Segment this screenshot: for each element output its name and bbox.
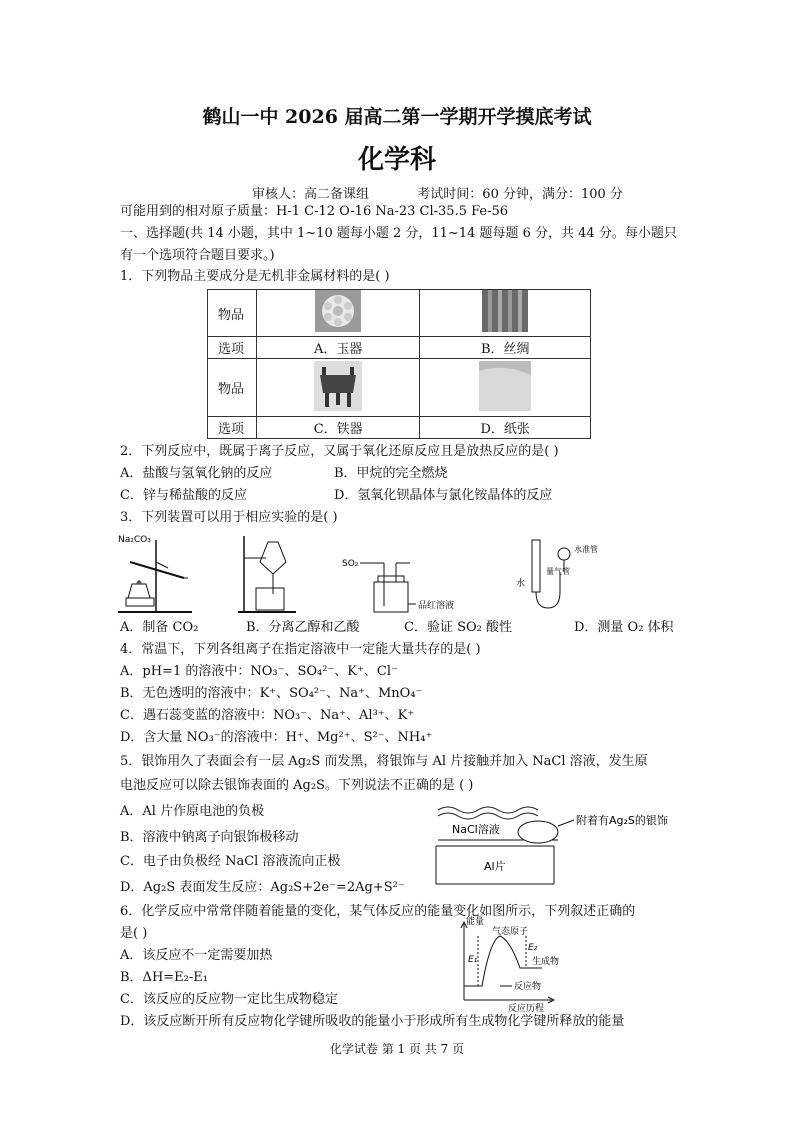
q5-option-b: B．溶液中钠离子向银饰极移动 <box>120 830 299 845</box>
page-footer: 化学试卷 第 1 页 共 7 页 <box>329 1042 465 1056</box>
label-pinhong: 品红溶液 <box>418 601 455 611</box>
q4-c-ions: NO₃⁻、Na⁺、Al³⁺、K⁺ <box>272 708 415 723</box>
apparatus-b <box>238 536 296 612</box>
exam-time: 考试时间：60 分钟，满分：100 分 <box>417 187 623 202</box>
fig-energy-label: 能量 <box>466 917 485 927</box>
q4-b-prefix: B．无色透明的溶液中： <box>120 686 260 701</box>
q4-option-a <box>120 664 398 680</box>
q4-option-d <box>120 730 432 746</box>
fig-gas-atoms-label: 气态原子 <box>492 927 529 937</box>
q5-option-a: A．Al 片作原电池的负极 <box>120 804 265 819</box>
q5-option-c: C．电子由负极经 NaCl 溶液流向正极 <box>120 854 341 869</box>
atomic-masses: 可能用到的相对原子质量：H-1 C-12 O-16 Na-23 Cl-35.5 Fe-56 <box>120 204 509 219</box>
q1-table <box>207 289 591 439</box>
q1-stem: 1．下列物品主要成分是无机非金属材料的是( ) <box>120 269 390 284</box>
q4-a-ions: NO₃⁻、SO₄²⁻、K⁺、Cl⁻ <box>250 664 398 679</box>
q6-option-d: D．该反应断开所有反应物化学键所吸收的能量小于形成所有生成物化学键所释放的能量 <box>120 1014 625 1029</box>
paper-image <box>479 361 531 411</box>
apparatus-a <box>118 535 192 612</box>
iron-vessel-image <box>314 361 362 411</box>
q5-cell-figure <box>434 800 684 890</box>
fig-al-label: Al片 <box>484 860 506 873</box>
exam-meta <box>252 183 623 202</box>
q1-item-label-2: 物品 <box>208 359 257 417</box>
reviewer: 审核人：高二备课组 <box>252 187 370 202</box>
q1-option-a: A．玉器 <box>257 337 420 359</box>
fig-silver-label: 附着有Ag₂S的银饰 <box>576 814 668 827</box>
label-na2co3: Na₂CO₃ <box>118 535 151 545</box>
q4-d-ions: H⁺、Mg²⁺、S²⁻、NH₄⁺ <box>285 730 433 745</box>
section-intro-2: 有一个选项符合题目要求。) <box>120 248 275 263</box>
fig-e1-label: E₁ <box>468 955 478 965</box>
q2-option-a: A．盐酸与氢氧化钠的反应 <box>120 466 273 481</box>
q4-option-b <box>120 686 422 702</box>
fig-e2-label: E₂ <box>528 943 538 953</box>
apparatus-c <box>342 559 454 612</box>
q2-option-c: C．锌与稀盐酸的反应 <box>120 488 247 503</box>
silk-image <box>482 290 528 332</box>
q6-option-a: A．该反应不一定需要加热 <box>120 948 273 963</box>
label-water: 水 <box>516 579 526 589</box>
q1-option-d: D．纸张 <box>420 417 591 439</box>
q6-stem-1: 6．化学反应中常常伴随着能量的变化，某气体反应的能量变化如图所示，下列叙述正确的 <box>120 904 636 919</box>
section-intro-1: 一、选择题(共 14 小题，其中 1~10 题每小题 2 分，11~14 题每题 6 分，共 44 分。每小题只 <box>120 226 677 241</box>
q1-item-label: 物品 <box>208 290 257 337</box>
fig-reactants-label: 反应物 <box>514 982 542 992</box>
q1-option-c: C．铁器 <box>257 417 420 439</box>
q2-option-b: B．甲烷的完全燃烧 <box>334 466 448 481</box>
q1-image-iron-cell <box>257 359 420 417</box>
q1-option-b: B．丝绸 <box>420 337 591 359</box>
q4-c-prefix: C．遇石蕊变蓝的溶液中： <box>120 708 273 723</box>
q4-option-c <box>120 708 414 724</box>
q4-stem: 4．常温下，下列各组离子在指定溶液中一定能大量共存的是( ) <box>120 642 481 657</box>
q5-stem-2: 电池反应可以除去银饰表面的 Ag₂S。下列说法不正确的是 ( ) <box>120 778 474 793</box>
q1-option-label: 选项 <box>208 337 257 359</box>
label-shuizhun: 水准管 <box>574 545 598 554</box>
jade-image <box>315 290 361 332</box>
q3-option-a: A．制备 CO₂ <box>120 620 199 635</box>
q5-stem-1: 5．银饰用久了表面会有一层 Ag₂S 而发黑，将银饰与 Al 片接触并加入 NaCl 溶液，发生原 <box>120 754 648 769</box>
q3-stem: 3．下列装置可以用于相应实验的是( ) <box>120 510 338 525</box>
q1-image-jade-cell <box>257 290 420 337</box>
q4-a-prefix: A．pH=1 的溶液中： <box>120 664 251 679</box>
q6-option-c: C．该反应的反应物一定比生成物稳定 <box>120 992 338 1007</box>
label-lianggi: 量气管 <box>546 567 570 576</box>
fig-nacl-label: NaCl溶液 <box>452 823 500 836</box>
q2-option-d: D．氢氧化钡晶体与氯化铵晶体的反应 <box>334 488 553 503</box>
q6-option-b: B．ΔH=E₂-E₁ <box>120 970 208 985</box>
q4-d-prefix: D．含大量 NO₃⁻的溶液中： <box>120 730 286 745</box>
label-so2: SO₂ <box>342 559 359 569</box>
q3-option-b: B．分离乙醇和乙酸 <box>246 620 360 635</box>
fig-progress-label: 反应历程 <box>508 1004 545 1012</box>
q1-image-silk-cell <box>420 290 591 337</box>
q1-image-paper-cell <box>420 359 591 417</box>
q1-option-label-2: 选项 <box>208 417 257 439</box>
q5-option-d: D．Ag₂S 表面发生反应：Ag₂S+2e⁻=2Ag+S²⁻ <box>120 880 405 895</box>
subject-title: 化学科 <box>357 145 436 175</box>
fig-products-label: 生成物 <box>532 957 560 967</box>
q3-option-d: D．测量 O₂ 体积 <box>574 620 674 635</box>
q3-apparatus-figure <box>116 532 686 618</box>
exam-title: 鹤山一中 2026 届高二第一学期开学摸底考试 <box>202 106 592 128</box>
q6-stem-2: 是( ) <box>120 926 148 941</box>
q4-b-ions: K⁺、SO₄²⁻、Na⁺、MnO₄⁻ <box>259 686 423 701</box>
q6-energy-figure <box>456 914 576 1012</box>
apparatus-d <box>516 540 598 608</box>
q3-option-c: C．验证 SO₂ 酸性 <box>404 620 512 635</box>
q2-stem: 2．下列反应中，既属于离子反应，又属于氧化还原反应且是放热反应的是( ) <box>120 444 559 459</box>
